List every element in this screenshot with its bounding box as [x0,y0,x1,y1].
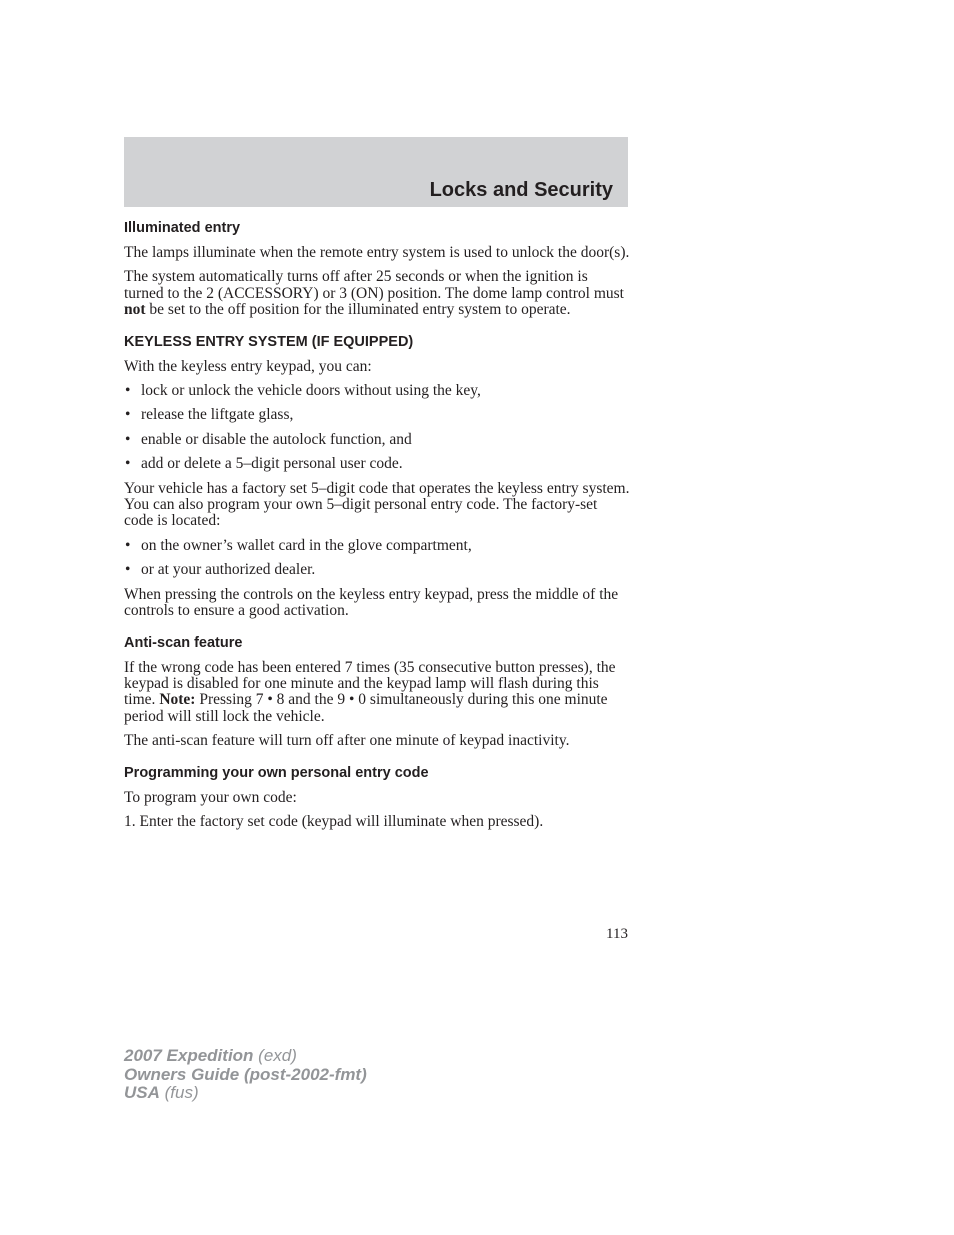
list-item: • release the liftgate glass, [125,406,294,424]
list-item: • enable or disable the autolock function, and [125,430,412,448]
paragraph-programming-1: To program your own code: [124,788,297,806]
page-content [124,220,630,830]
footer-line-guide: Owners Guide (post-2002-fmt) [124,1064,367,1084]
heading-programming: Programming your own personal entry code [124,764,429,781]
paragraph-keyless-intro: With the keyless entry keypad, you can: [124,357,372,375]
note-label: Note: [159,691,196,709]
heading-keyless-entry: KEYLESS ENTRY SYSTEM (IF EQUIPPED) [124,333,414,350]
bullet-icon: • [125,455,131,473]
list-item: • or at your authorized dealer. [125,561,316,579]
heading-illuminated-entry: Illuminated entry [124,220,241,236]
page-number: 113 [606,926,628,942]
section-title: Locks and Security [429,179,613,201]
document-footer [124,1047,367,1103]
bullet-icon: • [125,536,131,554]
bullet-icon: • [125,430,131,448]
paragraph-programming-2: 1. Enter the factory set code (keypad will illuminate when pressed). [124,812,544,830]
paragraph-illuminated-1: The lamps illuminate when the remote entry system is used to unlock the door(s). [124,244,630,261]
paragraph-anti-scan-1: If the wrong code has been entered 7 times (35 consecutive button presses), the keypad is disabled for one minute and the keypad lamp will flash during this time. Note: Pressing 7 • 8 and the 9 • 0 simultaneously during this one minute period will still lock the vehicle. [124,658,616,725]
list-item: • on the owner’s wallet card in the glove compartment, [125,536,472,554]
footer-line-model: 2007 Expedition (exd) [124,1046,297,1065]
heading-anti-scan: Anti-scan feature [124,634,243,651]
list-item: • lock or unlock the vehicle doors without using the key, [125,382,481,400]
paragraph-anti-scan-2: The anti-scan feature will turn off after one minute of keypad inactivity. [124,732,570,750]
bullet-icon: • [125,561,131,579]
emphasis-not: not [124,301,146,319]
bullet-icon: • [125,406,131,424]
footer-line-region: USA (fus) [124,1083,199,1102]
paragraph-illuminated-2: The system automatically turns off after 25 seconds or when the ignition is turned to the 2 (ACCESSORY) or 3 (ON) position. The dome lamp control must not be set to the off position for the illuminated entry system to operate. [124,268,624,319]
paragraph-keyless-press: When pressing the controls on the keyless entry keypad, press the middle of the controls to ensure a good activation. [124,585,619,620]
bullet-icon: • [125,382,131,400]
paragraph-keyless-code: Your vehicle has a factory set 5–digit code that operates the keyless entry system. You can also program your own 5–digit personal entry code. The factory-set code is located: [124,479,630,530]
list-item: • add or delete a 5–digit personal user code. [125,455,403,473]
section-header-band [124,137,628,207]
